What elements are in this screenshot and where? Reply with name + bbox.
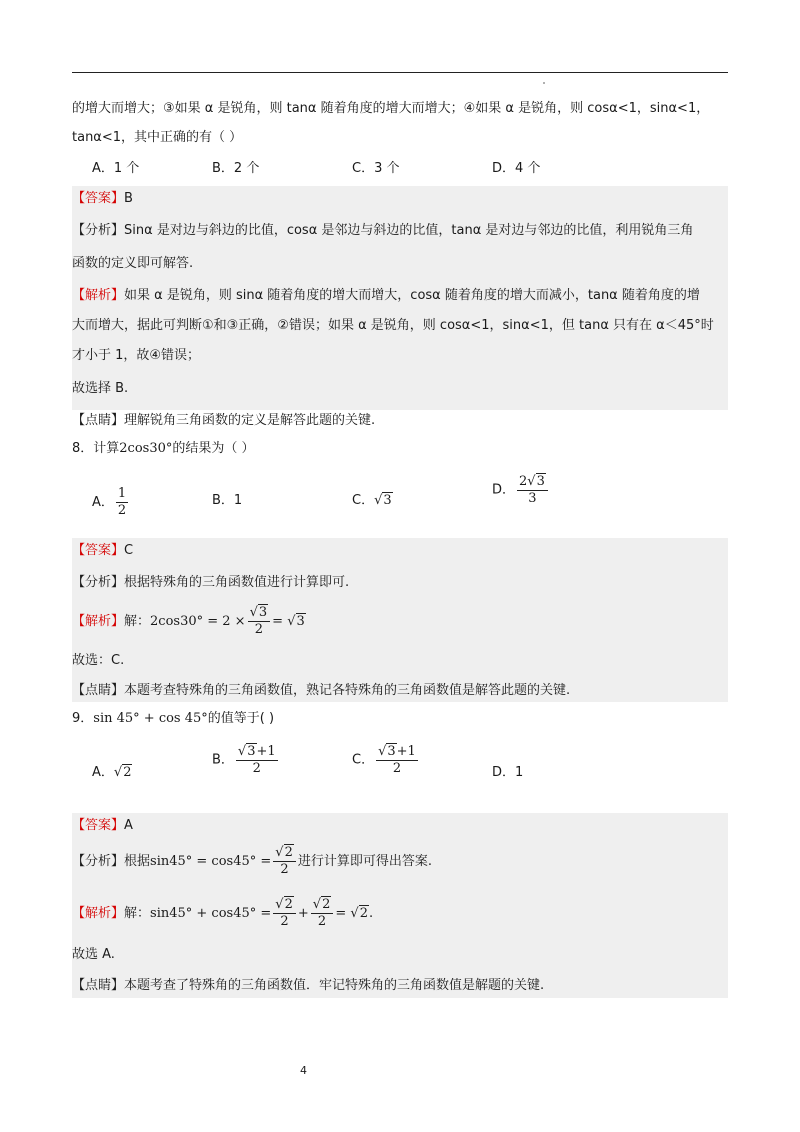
q9-analysis bbox=[72, 845, 432, 879]
sqrt-expr: √3 bbox=[249, 605, 268, 620]
radicand: 3 bbox=[536, 474, 545, 489]
analysis-tag: 【分析】 bbox=[72, 223, 125, 238]
radicand: 3 bbox=[383, 493, 392, 508]
solution-lhs: 2cos30° = 2 × bbox=[150, 614, 246, 629]
equals: = bbox=[335, 906, 347, 921]
answer-value: A bbox=[124, 818, 133, 833]
q9-choose: 故选 A. bbox=[72, 947, 115, 962]
sqrt-expr: √3 bbox=[527, 474, 545, 489]
fraction-denominator: 3 bbox=[528, 491, 537, 506]
radicand: 2 bbox=[322, 897, 331, 912]
fraction-denominator: 2 bbox=[317, 914, 327, 929]
q8-answer bbox=[72, 540, 133, 562]
q8-comment bbox=[72, 680, 570, 702]
fraction bbox=[273, 897, 296, 930]
fraction-numerator bbox=[517, 474, 548, 491]
q7-analysis-line2: 函数的定义即可解答. bbox=[72, 256, 194, 271]
period: . bbox=[368, 906, 374, 921]
option-label: A． bbox=[92, 495, 114, 510]
q9-solution bbox=[72, 897, 373, 931]
analysis-tag: 【分析】 bbox=[72, 854, 125, 869]
answer-tag: 【答案】 bbox=[72, 818, 125, 833]
sqrt-expr: √2 bbox=[312, 897, 331, 912]
numerator-tail: +1 bbox=[256, 744, 276, 759]
q9-option-b bbox=[212, 744, 280, 777]
solution-tag: 【解析】 bbox=[72, 288, 125, 303]
fraction-numerator bbox=[248, 605, 271, 622]
solution-tag: 【解析】 bbox=[72, 614, 125, 629]
q8-solution bbox=[72, 605, 306, 639]
q8-number: 8．计算 bbox=[72, 441, 120, 456]
analysis-tag: 【分析】 bbox=[72, 575, 125, 590]
answer-tag: 【答案】 bbox=[72, 543, 125, 558]
fraction-denominator: 2 bbox=[252, 761, 261, 776]
q8-option-d bbox=[492, 474, 550, 507]
q7-solution-line2: 大而增大，据此可判断①和③正确，②错误；如果 α 是锐角，则 cosα<1，sinα<1，但 tanα 只有在 α＜45°时 bbox=[72, 318, 714, 333]
radicand: 2 bbox=[123, 765, 132, 780]
q9-stem bbox=[72, 708, 274, 730]
analysis-expr: sin45° = cos45° = bbox=[150, 854, 272, 869]
radicand: 3 bbox=[296, 614, 305, 629]
q9-stem-suffix: 的值等于( ) bbox=[207, 711, 275, 726]
fraction-denominator: 2 bbox=[117, 503, 127, 518]
answer-value: B bbox=[124, 191, 133, 206]
comment-tag: 【点睛】 bbox=[72, 683, 125, 698]
q8-stem-suffix: 的结果为（ ） bbox=[172, 441, 255, 456]
q9-option-c bbox=[352, 744, 420, 777]
q7-option-a: A．1 个 bbox=[92, 161, 140, 176]
fraction-denominator: 2 bbox=[280, 914, 289, 929]
fraction-denominator: 2 bbox=[254, 622, 263, 637]
option-label: C． bbox=[352, 493, 375, 508]
fraction-numerator bbox=[376, 744, 418, 761]
comment-tag: 【点睛】 bbox=[72, 413, 125, 428]
fraction-numerator bbox=[273, 845, 296, 862]
radicand: 2 bbox=[284, 845, 293, 860]
sqrt-expr: √3 bbox=[378, 744, 396, 759]
answer-value: C bbox=[124, 543, 134, 558]
q7-stem-line2: tanα<1，其中正确的有（ ） bbox=[72, 130, 243, 145]
coefficient: 2 bbox=[519, 474, 528, 489]
q7-option-b: B．2 个 bbox=[212, 161, 260, 176]
fraction bbox=[236, 744, 278, 777]
plus: + bbox=[297, 906, 309, 921]
option-label: D． bbox=[492, 482, 516, 498]
q9-option-d: D．1 bbox=[492, 765, 524, 780]
page-number: 4 bbox=[300, 1064, 307, 1077]
q8-option-b: B．1 bbox=[212, 493, 243, 508]
comment-tag: 【点睛】 bbox=[72, 978, 125, 993]
comment-text: 本题考查特殊角的三角函数值，熟记各特殊角的三角函数值是解答此题的关键. bbox=[124, 683, 571, 698]
analysis-prefix: 根据 bbox=[124, 854, 151, 869]
q7-answer bbox=[72, 188, 133, 210]
sqrt-expr: √3 bbox=[237, 744, 256, 759]
q8-expr: 2cos30° bbox=[119, 441, 173, 456]
fraction-numerator bbox=[273, 897, 296, 914]
comment-text: 本题考查了特殊角的三角函数值．牢记特殊角的三角函数值是解题的关键. bbox=[124, 978, 545, 993]
q8-option-c bbox=[352, 490, 393, 512]
fraction bbox=[376, 744, 418, 777]
q7-solution bbox=[72, 285, 700, 307]
q7-analysis bbox=[72, 220, 693, 242]
option-label: C． bbox=[352, 752, 375, 768]
sqrt-expr: √3 bbox=[287, 614, 305, 629]
comment-text: 理解锐角三角函数的定义是解答此题的关键. bbox=[124, 413, 376, 428]
fraction-numerator bbox=[311, 897, 334, 914]
answer-tag: 【答案】 bbox=[72, 191, 125, 206]
fraction-numerator: 1 bbox=[117, 486, 127, 501]
q7-comment bbox=[72, 410, 375, 432]
q8-choose: 故选：C. bbox=[72, 653, 125, 668]
q9-option-a bbox=[92, 762, 132, 784]
fraction-denominator: 2 bbox=[392, 761, 402, 776]
header-rule bbox=[72, 72, 728, 73]
q7-stem-line1: 的增大而增大；③如果 α 是锐角，则 tanα 随着角度的增大而增大；④如果 α 是锐角，则 cosα<1，sinα<1， bbox=[72, 101, 710, 116]
radicand: 2 bbox=[359, 906, 368, 921]
analysis-text: 根据特殊角的三角函数值进行计算即可. bbox=[124, 575, 350, 590]
q7-solution-line3: 才小于 1，故④错误； bbox=[72, 348, 201, 363]
solution-tag: 【解析】 bbox=[72, 906, 125, 921]
solution-lhs: sin45° + cos45° = bbox=[150, 906, 272, 921]
header-dot bbox=[543, 82, 545, 84]
option-label: B． bbox=[212, 752, 234, 768]
q9-answer bbox=[72, 815, 133, 837]
q7-choose: 故选择 B. bbox=[72, 381, 129, 396]
fraction bbox=[273, 845, 296, 878]
sqrt-expr: √2 bbox=[275, 897, 293, 912]
q8-stem bbox=[72, 438, 255, 460]
q9-number: 9． bbox=[72, 711, 94, 726]
analysis-suffix: 进行计算即可得出答案. bbox=[297, 854, 432, 869]
sqrt-expr: √2 bbox=[275, 845, 293, 860]
q7-option-d: D．4 个 bbox=[492, 161, 541, 176]
solution-text: 如果 α 是锐角，则 sinα 随着角度的增大而增大，cosα 随着角度的增大而减小，tanα 随着角度的增 bbox=[124, 288, 700, 303]
radicand: 3 bbox=[258, 605, 268, 620]
fraction bbox=[116, 486, 128, 519]
fraction-numerator bbox=[236, 744, 278, 761]
sqrt-expr: √2 bbox=[350, 906, 368, 921]
q9-comment bbox=[72, 975, 544, 997]
radicand: 2 bbox=[284, 897, 293, 912]
solution-prefix: 解： bbox=[124, 614, 151, 629]
radicand: 3 bbox=[247, 744, 256, 759]
q8-analysis bbox=[72, 572, 349, 594]
sqrt-expr: √3 bbox=[374, 493, 392, 508]
radicand: 3 bbox=[387, 744, 396, 759]
fraction bbox=[311, 897, 334, 930]
fraction bbox=[248, 605, 271, 638]
sqrt-expr: √2 bbox=[113, 765, 132, 780]
equals: = bbox=[272, 614, 284, 629]
q7-option-c: C．3 个 bbox=[352, 161, 400, 176]
q8-option-a bbox=[92, 486, 130, 519]
analysis-text: Sinα 是对边与斜边的比值，cosα 是邻边与斜边的比值，tanα 是对边与邻边的比值，利用锐角三角 bbox=[124, 223, 694, 238]
fraction-denominator: 2 bbox=[280, 862, 289, 877]
q9-expr: sin 45° + cos 45° bbox=[93, 711, 208, 726]
solution-prefix: 解： bbox=[124, 906, 151, 921]
option-label: A． bbox=[92, 765, 114, 780]
numerator-tail: +1 bbox=[396, 744, 416, 759]
fraction bbox=[517, 474, 548, 507]
